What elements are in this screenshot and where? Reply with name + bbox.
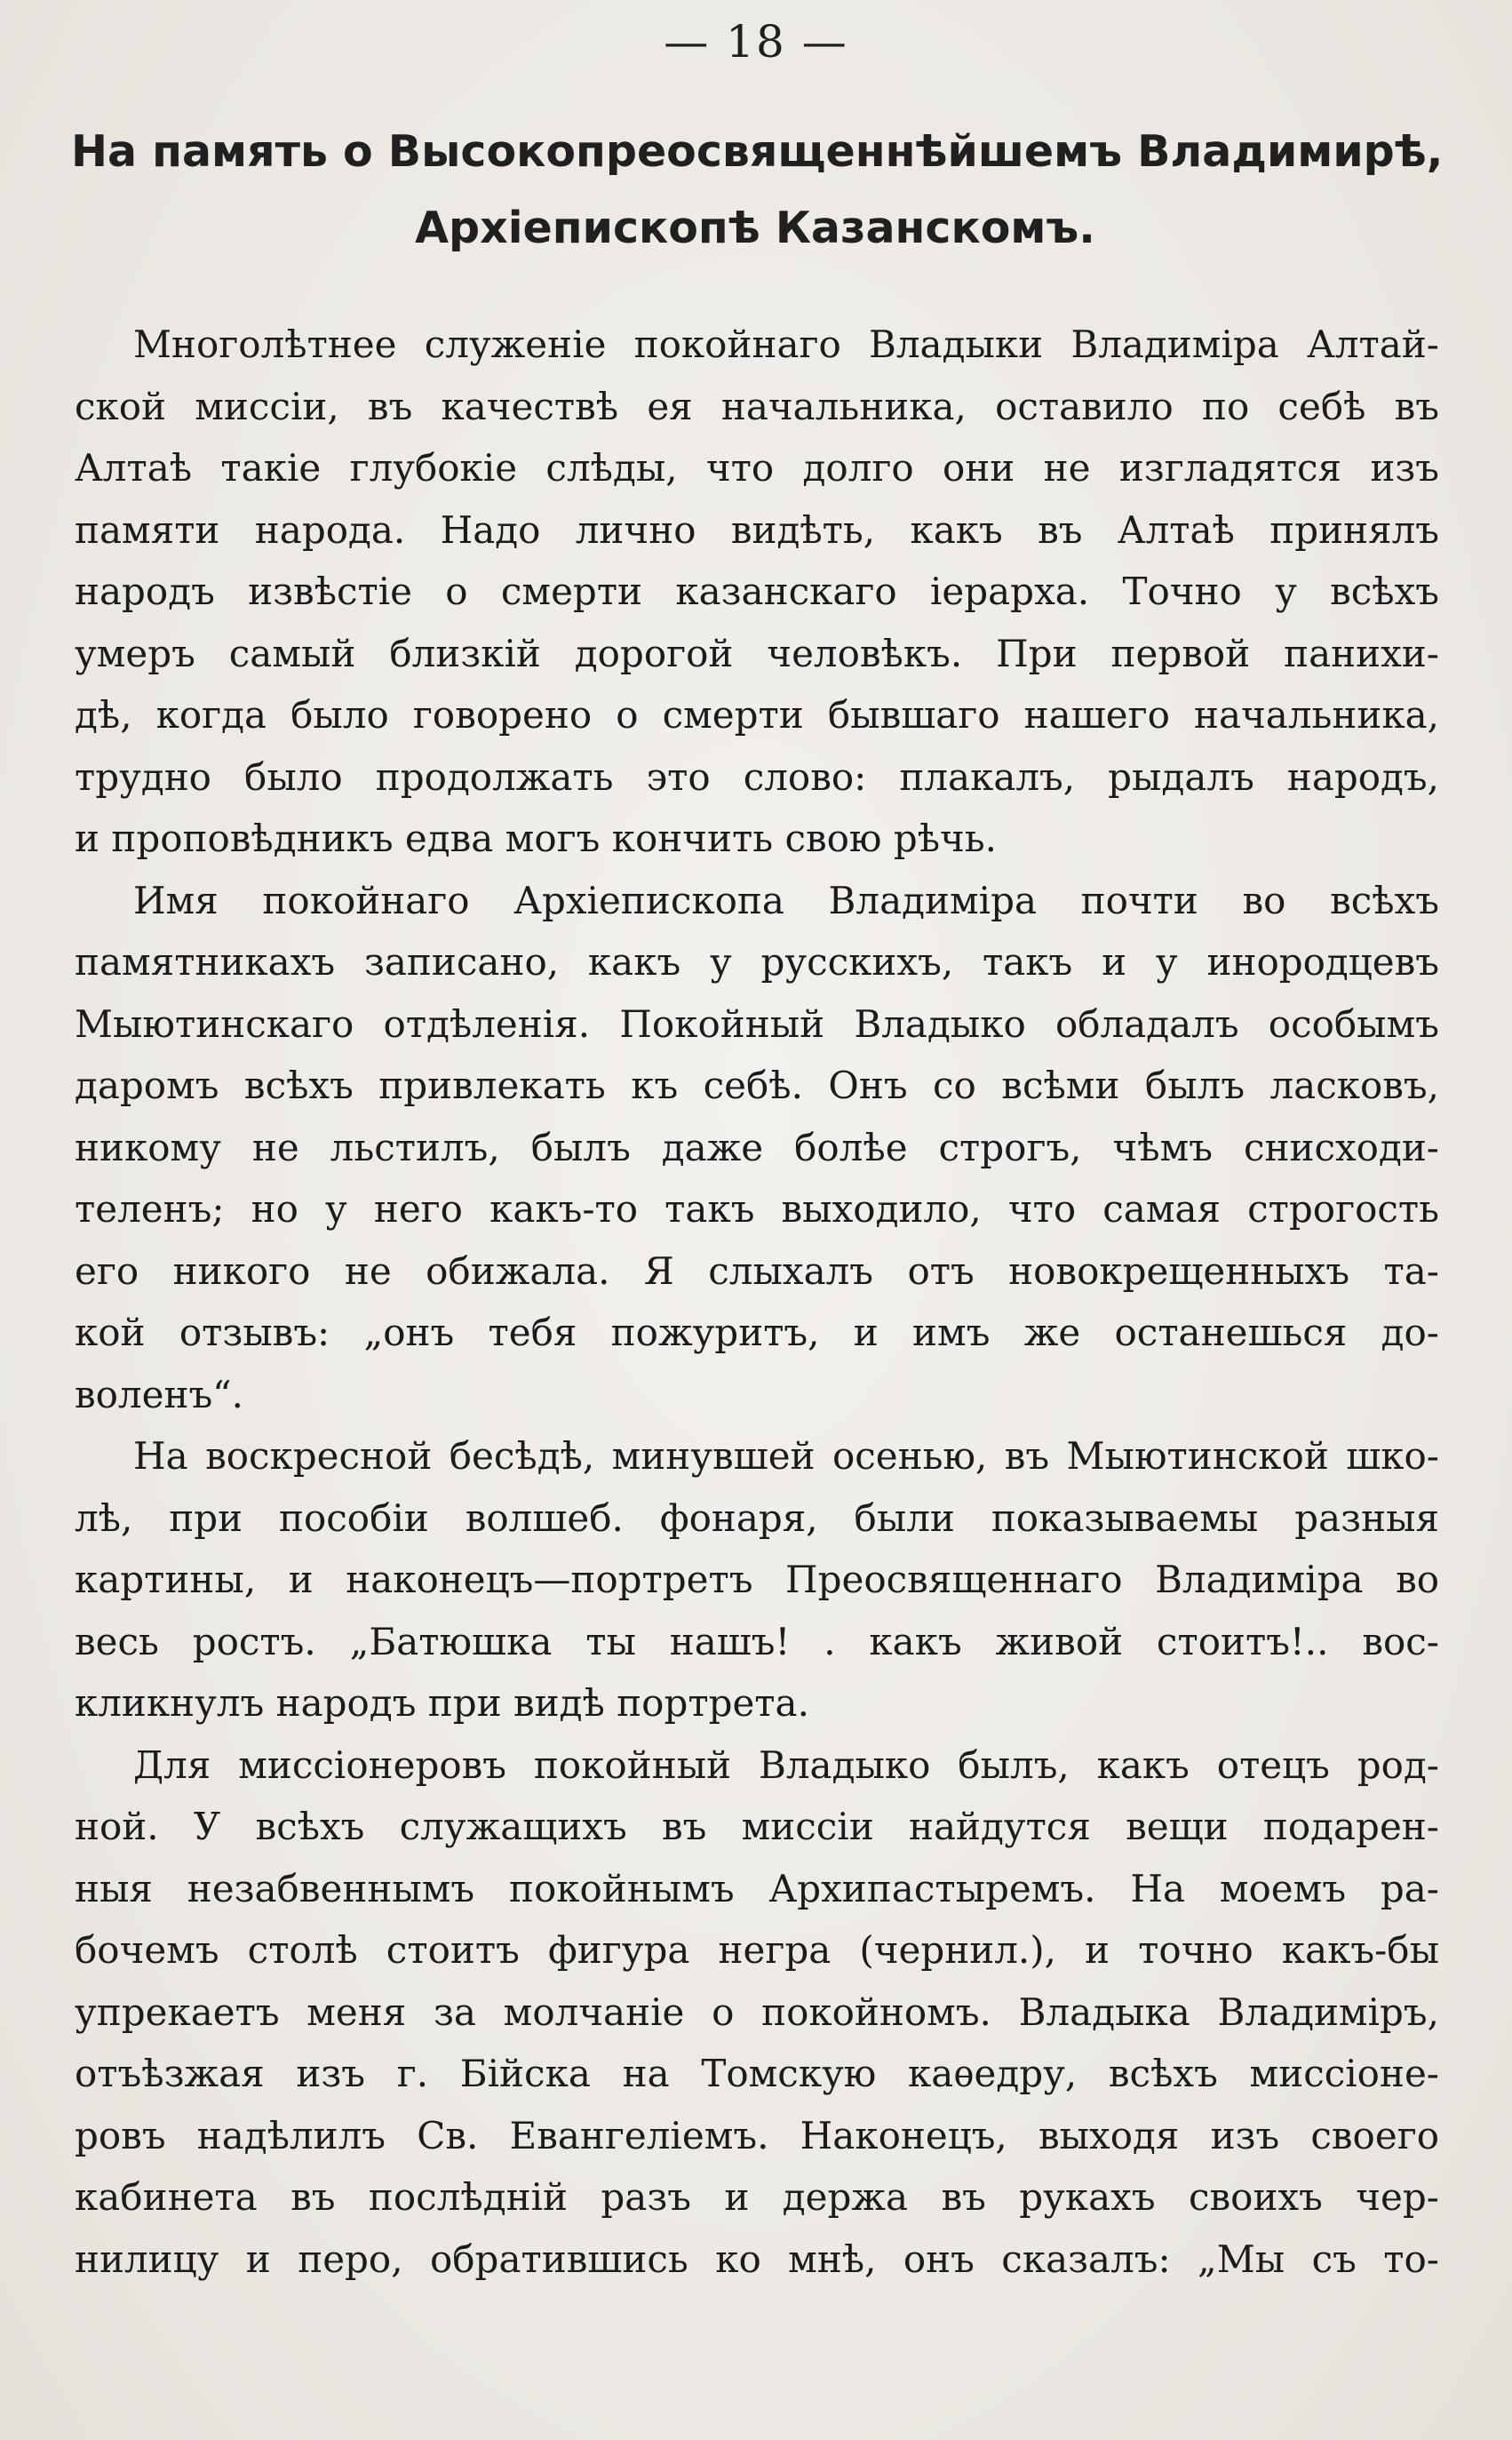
text-line: На воскресной бесѣдѣ, минувшей осенью, въ Мыютинской шко- xyxy=(133,1434,1439,1478)
text-line: нилицу и перо, обратившись ко мнѣ, онъ сказалъ: „Мы съ то- xyxy=(75,2237,1439,2281)
text-line: памятникахъ записано, какъ у русскихъ, такъ и у инородцевъ xyxy=(75,940,1439,984)
text-line: ровъ надѣлилъ Св. Евангеліемъ. Наконецъ, выходя изъ своего xyxy=(75,2113,1439,2157)
title-line-1: На память о Высокопреосвященнѣйшемъ Владимирѣ, xyxy=(71,126,1444,177)
article-title xyxy=(71,114,1444,267)
title-line-2: Архіепископѣ Казанскомъ. xyxy=(415,203,1095,253)
text-line: теленъ; но у него какъ-то такъ выходило, что самая строгость xyxy=(75,1187,1439,1231)
text-line: и проповѣдникъ едва могъ кончить свою рѣчь. xyxy=(75,817,998,860)
page-number: — 18 — xyxy=(664,16,848,68)
text-line: трудно было продолжать это слово: плакалъ, рыдалъ народъ, xyxy=(75,754,1439,799)
text-line: Алтаѣ такіе глубокіе слѣды, что долго они не изгладятся изъ xyxy=(75,446,1439,490)
text-line: воленъ“. xyxy=(75,1372,244,1416)
text-line: кой отзывъ: „онъ тебя пожуритъ, и имъ же останешься до- xyxy=(75,1311,1439,1354)
text-line: кабинета въ послѣдній разъ и держа въ рукахъ своихъ чер- xyxy=(75,2175,1439,2219)
text-line: лѣ, при пособіи волшеб. фонаря, были показываемы разныя xyxy=(75,1495,1439,1540)
text-line: даромъ всѣхъ привлекать къ себѣ. Онъ со всѣми былъ ласковъ, xyxy=(75,1064,1439,1107)
text-line: памяти народа. Надо лично видѣть, какъ въ Алтаѣ принялъ xyxy=(75,507,1439,552)
text-line: Мыютинскаго отдѣленія. Покойный Владыко обладалъ особымъ xyxy=(75,1001,1439,1046)
text-line: Многолѣтнее служеніе покойнаго Владыки Владиміра Алтай- xyxy=(133,323,1439,366)
article-body xyxy=(75,314,1439,2290)
text-line: Имя покойнаго Архіепископа Владиміра почти во всѣхъ xyxy=(133,878,1439,922)
text-line: ныя незабвеннымъ покойнымъ Архипастыремъ. На моемъ ра- xyxy=(75,1866,1439,1910)
text-line: народъ извѣстіе о смерти казанскаго іерарха. Точно у всѣхъ xyxy=(75,570,1439,613)
text-line: Для миссіонеровъ покойный Владыко былъ, какъ отецъ род- xyxy=(133,1742,1439,1787)
text-line: дѣ, когда было говорено о смерти бывшаго нашего начальника, xyxy=(75,693,1439,737)
text-line: умеръ самый близкій дорогой человѣкъ. При первой панихи- xyxy=(75,631,1439,675)
text-line: его никого не обижала. Я слыхалъ отъ новокрещенныхъ та- xyxy=(75,1248,1439,1293)
text-line: упрекаетъ меня за молчаніе о покойномъ. Владыка Владиміръ, xyxy=(75,1989,1439,2034)
text-line: отъѣзжая изъ г. Бійска на Томскую каѳедру, всѣхъ миссіоне- xyxy=(75,2052,1439,2095)
text-line: ской миссіи, въ качествѣ ея начальника, оставило по себѣ въ xyxy=(75,384,1439,428)
text-line: бочемъ столѣ стоитъ фигура негра (чернил.), и точно какъ-бы xyxy=(75,1928,1439,1972)
text-line: весь ростъ. „Батюшка ты нашъ! . какъ живой стоитъ!.. вос- xyxy=(75,1619,1439,1663)
text-line: картины, и наконецъ—портретъ Преосвященнаго Владиміра во xyxy=(75,1558,1439,1601)
text-line: ной. У всѣхъ служащихъ въ миссіи найдутся вещи подарен- xyxy=(75,1805,1439,1848)
text-line: кликнулъ народъ при видѣ портрета. xyxy=(75,1681,809,1725)
text-line: никому не льстилъ, былъ даже болѣе строгъ, чѣмъ снисходи- xyxy=(75,1125,1439,1169)
